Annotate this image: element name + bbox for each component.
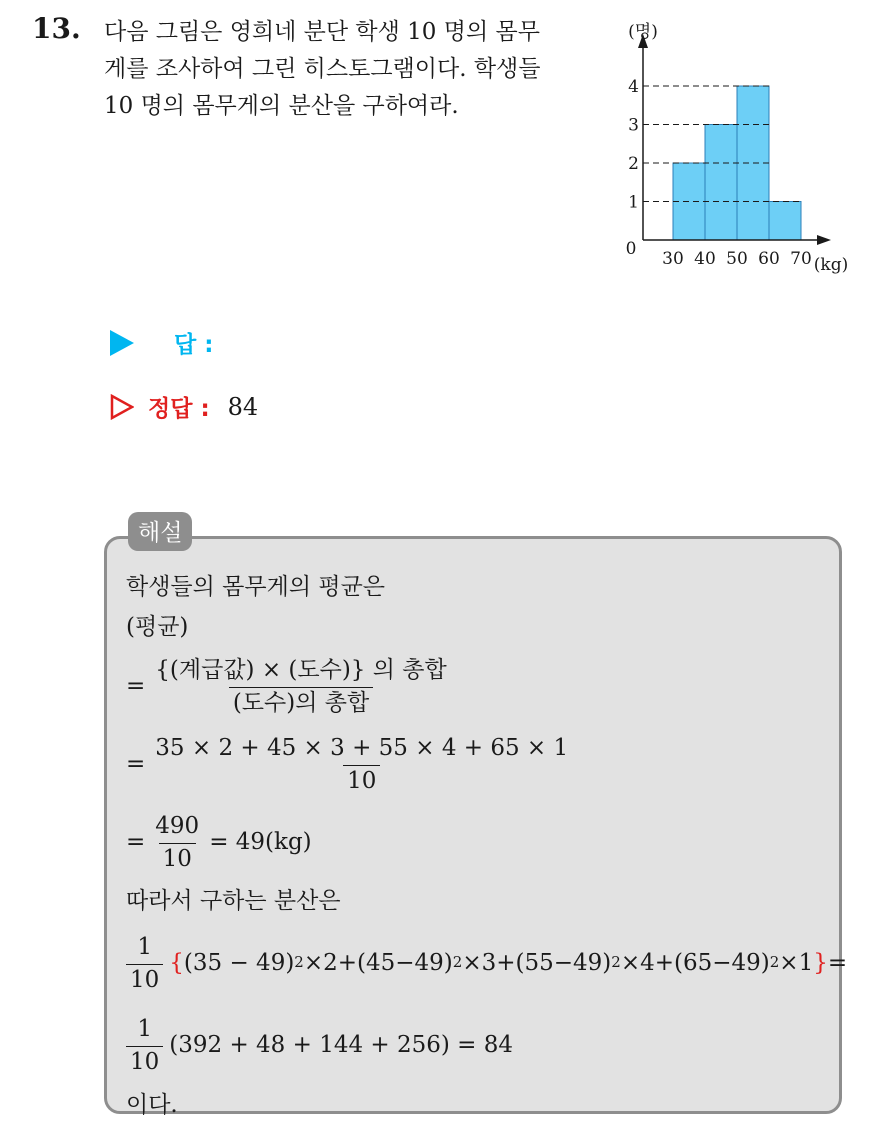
one-tenth-fraction [126, 1016, 163, 1076]
variance-term-b: ×2+(45−49) [303, 950, 453, 977]
question-line-2: 게를 조사하여 그린 히스토그램이다. 학생들 [104, 56, 541, 82]
variance-expression-row [126, 922, 847, 1006]
open-brace: { [169, 950, 184, 977]
fraction-denominator: (도수)의 총합 [229, 687, 373, 718]
x-axis-label: (kg) [813, 255, 849, 275]
y-tick-label-3: 3 [628, 115, 639, 136]
mean-formula-fraction [151, 657, 450, 717]
close-brace: } [813, 950, 828, 977]
outline-triangle-icon [110, 394, 134, 420]
square-exponent: 2 [294, 953, 304, 971]
fraction-numerator: 490 [155, 812, 200, 839]
variance-term-d: ×4+(65−49) [620, 950, 770, 977]
fraction-numerator: 35 × 2 + 45 × 3 + 55 × 4 + 65 × 1 [155, 734, 569, 761]
fraction-denominator: 10 [126, 964, 163, 995]
equals-sign: = [126, 829, 146, 856]
correct-answer-row [110, 390, 258, 423]
y-axis-label: (명) [628, 22, 658, 42]
variance-equals: = [827, 950, 848, 977]
solution-line-2: (평균) [126, 614, 189, 641]
x-tick-label-40: 40 [694, 249, 716, 269]
variance-result-row [126, 1006, 847, 1086]
histogram-bar-4 [769, 202, 801, 241]
equals-sign: = [126, 673, 146, 700]
one-tenth-fraction [126, 934, 163, 994]
square-exponent: 2 [452, 953, 463, 971]
question-number: 13. [32, 12, 81, 45]
fraction-denominator: 10 [343, 765, 380, 796]
mean-result-value: = 49(kg) [209, 829, 312, 856]
mean-result-row [126, 804, 847, 882]
x-tick-label-50: 50 [726, 249, 748, 269]
variance-term-a: (35 − 49) [183, 950, 295, 977]
x-tick-label-60: 60 [758, 249, 780, 269]
solution-content [126, 568, 847, 1126]
square-exponent: 2 [769, 953, 780, 971]
correct-answer-label: 정답 : [148, 396, 210, 422]
x-tick-label-70: 70 [790, 249, 812, 269]
origin-label: 0 [625, 239, 637, 259]
solution-end-line: 이다. [126, 1092, 178, 1119]
fraction-denominator: 10 [159, 843, 196, 874]
mean-result-fraction [151, 813, 203, 873]
y-tick-label-2: 2 [628, 154, 639, 174]
solution-tag: 해설 [128, 512, 192, 551]
fraction-numerator: 1 [137, 1015, 152, 1042]
x-axis-arrow-icon [817, 235, 831, 245]
mean-calc-fraction [151, 735, 572, 795]
answer-row [110, 326, 213, 359]
mean-calc-row [126, 726, 847, 804]
x-tick-label-30: 30 [662, 249, 684, 269]
answer-label: 답 : [174, 332, 214, 358]
question-line-3: 10 명의 몸무게의 분산을 구하여라. [104, 93, 459, 119]
variance-term-e: ×1 [779, 950, 814, 977]
correct-answer-value: 84 [227, 392, 259, 421]
histogram-bar-2 [705, 125, 737, 241]
variance-sum: (392 + 48 + 144 + 256) = 84 [169, 1032, 514, 1059]
fraction-numerator: {(계급값) × (도수)} 의 총합 [155, 656, 447, 683]
question-text [104, 14, 594, 125]
solution-line-6: 따라서 구하는 분산은 [126, 888, 341, 915]
question-line-1: 다음 그림은 영희네 분단 학생 10 명의 몸무 [104, 19, 540, 45]
solution-line-1: 학생들의 몸무게의 평균은 [126, 574, 386, 601]
y-tick-label-1: 1 [628, 192, 639, 213]
fraction-numerator: 1 [137, 933, 152, 960]
mean-formula-row [126, 648, 847, 726]
square-exponent: 2 [611, 953, 621, 971]
y-tick-label-4: 4 [628, 77, 639, 97]
histogram-chart [605, 18, 855, 280]
fraction-denominator: 10 [126, 1046, 163, 1077]
filled-triangle-icon [110, 330, 134, 356]
equals-sign: = [126, 751, 146, 778]
variance-term-c: ×3+(55−49) [462, 950, 612, 977]
